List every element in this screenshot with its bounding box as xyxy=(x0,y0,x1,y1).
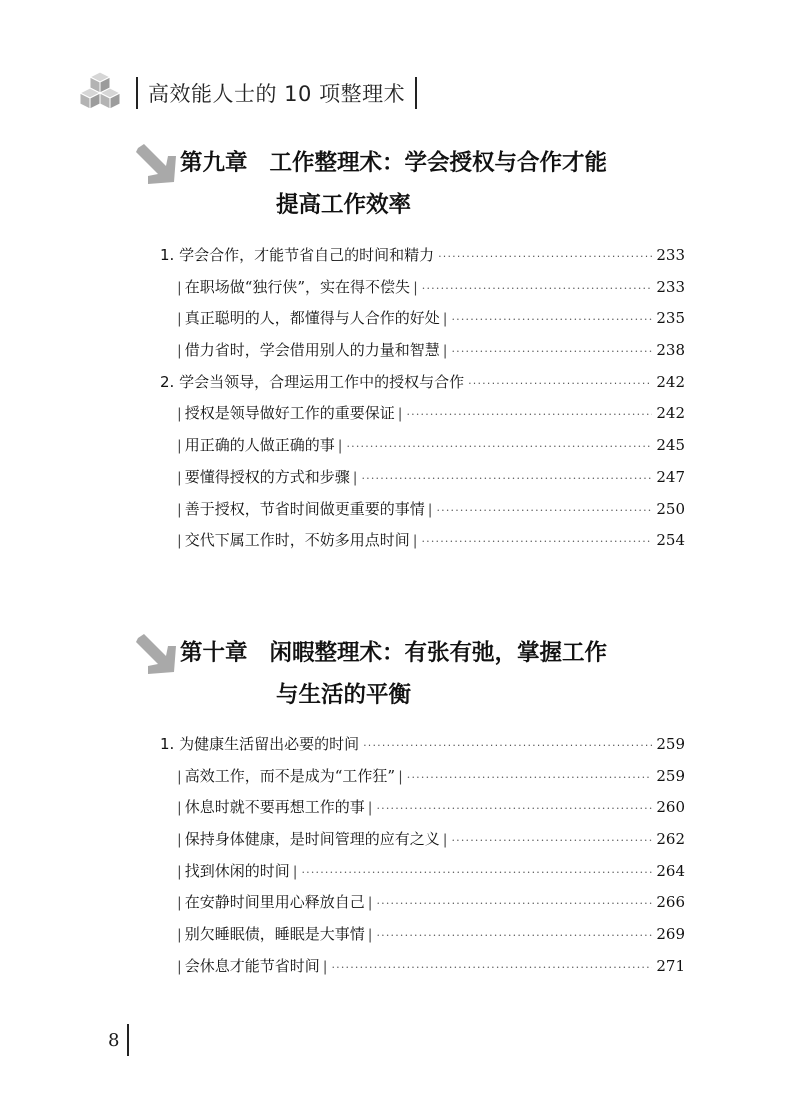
dot-leader xyxy=(451,345,652,358)
toc-item-title: 借力省时，学会借用别人的力量和智慧 xyxy=(184,341,440,360)
dot-leader xyxy=(451,313,652,326)
arrow-down-right-icon xyxy=(134,142,178,186)
toc-item-title: 别欠睡眠债，睡眠是大事情 xyxy=(184,925,365,944)
toc-item[interactable]: | 休息时就不要再想工作的事 | ····· 260 xyxy=(160,796,685,828)
toc-item-title: 在安静时间里用心释放自己 xyxy=(184,893,365,912)
footer-page-number: 8 xyxy=(108,1029,120,1051)
toc-item-title: 保持身体健康，是时间管理的应有之义 xyxy=(184,830,440,849)
toc-item[interactable]: | 会休息才能节省时间 | ····· 271 xyxy=(160,955,685,987)
toc-item[interactable]: | 用正确的人做正确的事 | ····· 245 xyxy=(160,434,685,466)
cube-stack-icon xyxy=(74,70,126,116)
toc-section-title: 2. 学会当领导，合理运用工作中的授权与合作 xyxy=(160,372,465,391)
dot-leader xyxy=(363,739,652,752)
page-number: 254 xyxy=(656,531,685,550)
dot-leader xyxy=(436,504,652,517)
header-divider xyxy=(136,77,138,109)
toc-item-title: 高效工作，而不是成为“工作狂” xyxy=(184,766,396,785)
toc-item[interactable]: | 找到休闲的时间 | ····· 264 xyxy=(160,860,685,892)
toc-item[interactable]: | 交代下属工作时，不妨多用点时间 | ····· 254 xyxy=(160,529,685,561)
chapter-heading xyxy=(134,632,607,716)
dot-leader xyxy=(346,440,652,453)
page-number: 233 xyxy=(656,277,685,296)
toc-list xyxy=(160,244,685,561)
toc-section-title: 1. 为健康生活留出必要的时间 xyxy=(160,735,360,753)
dot-leader xyxy=(406,408,652,421)
page-number: 266 xyxy=(656,893,685,912)
toc-item-title: 真正聪明的人，都懂得与人合作的好处 xyxy=(184,309,440,328)
page-number: 250 xyxy=(656,499,685,518)
chapter-title-continued: 提高工作效率 xyxy=(276,192,412,218)
page-number: 271 xyxy=(656,956,685,975)
page-number: 262 xyxy=(656,830,685,849)
toc-item-title: 休息时就不要再想工作的事 xyxy=(184,798,365,817)
toc-item[interactable]: | 在职场做“独行侠”，实在得不偿失 | ····· 233 xyxy=(160,276,685,308)
dot-leader xyxy=(451,834,652,847)
toc-item-title: 在职场做“独行侠”，实在得不偿失 xyxy=(184,277,411,296)
toc-item[interactable]: | 授权是领导做好工作的重要保证 | ····· 242 xyxy=(160,402,685,434)
dot-leader xyxy=(468,377,652,390)
chapter-title: 工作整理术：学会授权与合作才能 xyxy=(269,150,608,176)
toc-section[interactable] xyxy=(160,244,685,276)
toc-item[interactable]: | 保持身体健康，是时间管理的应有之义 | ····· 262 xyxy=(160,828,685,860)
arrow-down-right-icon xyxy=(134,632,178,676)
toc-item-title: 交代下属工作时，不妨多用点时间 xyxy=(184,531,410,550)
chapter-label: 第十章 xyxy=(180,640,248,666)
toc-list xyxy=(160,733,685,987)
dot-leader xyxy=(407,771,653,784)
toc-item-title: 用正确的人做正确的事 xyxy=(184,436,335,455)
toc-section[interactable] xyxy=(160,733,685,765)
page-number: 259 xyxy=(656,766,685,785)
toc-item-title: 要懂得授权的方式和步骤 xyxy=(184,467,350,486)
page-number: 269 xyxy=(656,925,685,944)
page-header xyxy=(74,70,427,116)
page-number: 259 xyxy=(656,735,685,753)
toc-item-title: 善于授权，节省时间做更重要的事情 xyxy=(184,499,425,518)
chapter-heading xyxy=(134,142,607,226)
page-number: 238 xyxy=(656,341,685,360)
page-number: 260 xyxy=(656,798,685,817)
dot-leader xyxy=(301,866,652,879)
toc-item[interactable]: | 真正聪明的人，都懂得与人合作的好处 | ····· 235 xyxy=(160,307,685,339)
page-number: 247 xyxy=(656,467,685,486)
toc-item[interactable]: | 善于授权，节省时间做更重要的事情 | ····· 250 xyxy=(160,498,685,530)
chapter-label: 第九章 xyxy=(180,150,248,176)
toc-item[interactable]: | 借力省时，学会借用别人的力量和智慧 | ····· 238 xyxy=(160,339,685,371)
dot-leader xyxy=(376,929,652,942)
toc-item[interactable]: | 别欠睡眠债，睡眠是大事情 | ····· 269 xyxy=(160,923,685,955)
dot-leader xyxy=(422,282,653,295)
book-title: 高效能人士的 10 项整理术 xyxy=(148,82,406,106)
dot-leader xyxy=(376,897,652,910)
dot-leader xyxy=(438,250,652,263)
toc-item-title: 授权是领导做好工作的重要保证 xyxy=(184,404,395,423)
page-number: 235 xyxy=(656,309,685,328)
page-number: 242 xyxy=(656,372,685,391)
toc-item-title: 找到休闲的时间 xyxy=(184,861,290,880)
page-number: 233 xyxy=(656,246,685,264)
page-number: 245 xyxy=(656,436,685,455)
dot-leader xyxy=(421,535,652,548)
dot-leader xyxy=(331,961,652,974)
chapter-title-continued: 与生活的平衡 xyxy=(276,682,412,708)
toc-item-title: 会休息才能节省时间 xyxy=(184,956,320,975)
chapter-title: 闲暇整理术：有张有弛，掌握工作 xyxy=(269,640,608,666)
toc-item[interactable]: | 在安静时间里用心释放自己 | ····· 266 xyxy=(160,891,685,923)
toc-item[interactable]: | 要懂得授权的方式和步骤 | ····· 247 xyxy=(160,466,685,498)
dot-leader xyxy=(376,802,652,815)
header-divider-right xyxy=(415,77,417,109)
toc-section[interactable] xyxy=(160,371,685,403)
toc-item[interactable]: | 高效工作，而不是成为“工作狂” | ····· 259 xyxy=(160,765,685,797)
page-number: 264 xyxy=(656,861,685,880)
footer-divider xyxy=(127,1024,129,1056)
page-number: 242 xyxy=(656,404,685,423)
page-footer xyxy=(108,1024,129,1056)
dot-leader xyxy=(361,472,652,485)
toc-section-title: 1. 学会合作，才能节省自己的时间和精力 xyxy=(160,246,435,264)
